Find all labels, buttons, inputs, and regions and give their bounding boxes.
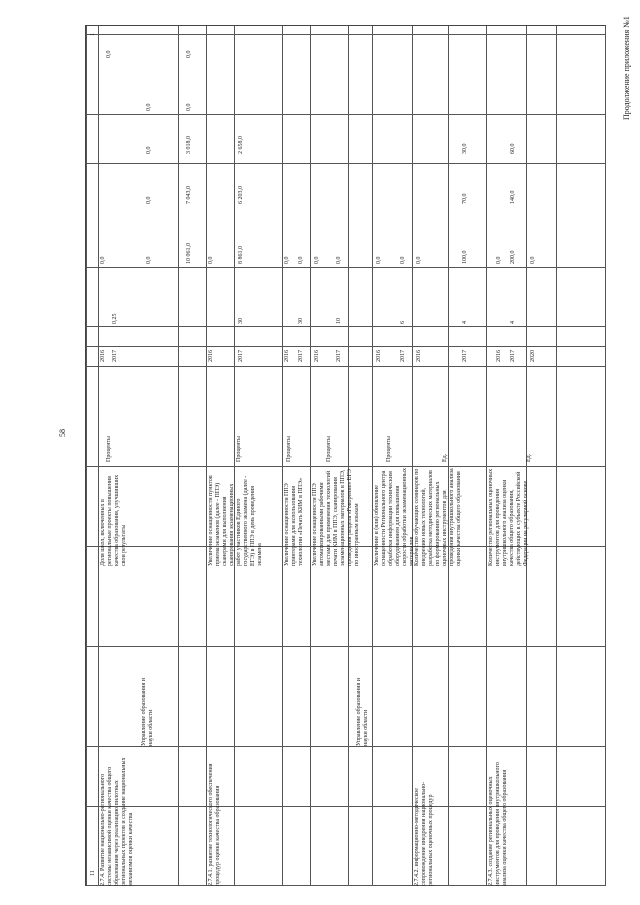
row5-executor: Управление образования и науки области: [356, 678, 369, 746]
row6-v1-7: 0,0: [416, 256, 422, 264]
row4-v1-7: 0,0: [314, 256, 320, 264]
row1-v2-6: 0,25: [112, 313, 118, 324]
row5-v2-7: 0,0: [400, 256, 406, 264]
row4-unit: Проценты: [326, 435, 332, 462]
row3-v2-6: 30: [298, 318, 304, 324]
row3-v1-7: 0,0: [284, 256, 290, 264]
row4-year1: 2016: [314, 350, 320, 362]
row6-v2-7: 100,0: [462, 250, 468, 264]
row7-v2-9: 60,0: [510, 143, 516, 154]
row3-unit: Проценты: [286, 435, 292, 462]
row6-section: 2.7.4.2. информационно-методическое сопровождение внедрения национально-региональных оценочных процедур: [414, 781, 434, 886]
row1-f4: 0,0: [146, 103, 152, 111]
row1-f2: 0,0: [146, 196, 152, 204]
row7-year2: 2017: [510, 350, 516, 362]
row5-year2: 2017: [400, 350, 406, 362]
row7-v2-6: 4: [510, 321, 516, 324]
row2-v2-7: 8 861,0: [238, 246, 244, 264]
row7-indicator: Количество региональных оценочных инструментов для проведения внутришкольного анализа оценки качества общего образования, действующих в субъекте Российской Федерации на регулярной основе: [488, 468, 529, 566]
row1-g5: 0,0: [186, 50, 192, 58]
row6-v2-9: 30,0: [462, 143, 468, 154]
row5-v1-7: 0,0: [376, 256, 382, 264]
row4-year2: 2017: [336, 350, 342, 362]
row3-year2: 2017: [298, 350, 304, 362]
header-col11: 11: [90, 870, 96, 876]
row2-year2: 2017: [238, 350, 244, 362]
row7-v2-8: 140,0: [510, 190, 516, 204]
row6-v2-8: 70,0: [462, 193, 468, 204]
row7-v1-7: 0,0: [496, 256, 502, 264]
row4-v2-7: 0,0: [336, 256, 342, 264]
row1-g1: 10 061,0: [186, 243, 192, 264]
row7-year3: 2020: [530, 350, 536, 362]
row2-v2-8: 6 203,0: [238, 186, 244, 204]
row7-section: 2.7.4.3. создание региональных оценочных инструментов для проведения внутришкольного анализа оценки качества общего образования: [488, 762, 508, 886]
page-number: 58: [58, 429, 67, 437]
row3-indicator: Увеличение оснащенности ППЭ принтерами для использования технологии «Печать КИМ в ППЭ»: [284, 477, 304, 566]
row2-year1: 2016: [208, 350, 214, 362]
row6-year2: 2017: [462, 350, 468, 362]
row1-unit: Проценты: [106, 435, 112, 462]
row1-indicator: Доля школ, включенных в региональные проекты повышения качества образования, улучшивших свои результаты: [100, 474, 127, 566]
row6-year1: 2016: [416, 350, 422, 362]
row1-year2: 2017: [112, 350, 118, 362]
row2-v2-9: 2 658,0: [238, 136, 244, 154]
row3-year1: 2016: [284, 350, 290, 362]
row1-g3: 3 018,0: [186, 136, 192, 154]
row3-v2-7: 0,0: [298, 256, 304, 264]
header-col1: 1: [90, 33, 96, 36]
row6-indicator: Количество обучающих семинаров по внедрению новых технологий, разработка методических материалов по формированию региональных оценочных инструментов для проведения внутришкольного анализа оценки качества общего образования: [414, 468, 462, 566]
row7-unit: Ед.: [526, 453, 532, 462]
appendix-label: Продолжение приложения №1: [622, 16, 631, 120]
row2-unit: Проценты: [236, 435, 242, 462]
row6-unit: Ед.: [442, 453, 448, 462]
row7-year1: 2016: [496, 350, 502, 362]
row7-v3-7: 0,0: [530, 256, 536, 264]
row2-v2-6: 30: [238, 318, 244, 324]
row5-year1: 2016: [376, 350, 382, 362]
row2-indicator: Увеличение оснащенности пунктов приема экзаменов (далее - ППЭ) сканерами для выполнения сканирования экзаменационных работ участников Единого государственного экзамена (далее - ЕГЭ) в ППЭ в день проведения экзамена: [208, 475, 263, 566]
budget-table: [85, 25, 606, 886]
row2-section: 2.7.4.1. развитие технологического обеспечения процедур оценки качества образования: [208, 763, 221, 886]
row1-year1: 2016: [100, 350, 106, 362]
row2-v1-7: 0,0: [208, 256, 214, 264]
row5-v2-6: 6: [400, 321, 406, 324]
row7-v2-7: 200,0: [510, 250, 516, 264]
row1-v1-7: 0,0: [100, 256, 106, 264]
row6-v2-6: 4: [462, 321, 468, 324]
row1-g4: 0,0: [186, 103, 192, 111]
row5-unit: Проценты: [386, 435, 392, 462]
row4-v2-6: 10: [336, 318, 342, 324]
row1-f3: 0,0: [146, 146, 152, 154]
row4-indicator: Увеличение оснащенности ППЭ автоматизированными рабочими местами для применения технологий печати КИМ в ППЭ, сканирования экзаменационных материалов в ППЭ, проведения раздела «Говорение» ЕГЭ по иностранным языкам: [312, 469, 360, 566]
row1-f5: 0,0: [106, 50, 112, 58]
row1-executor: Управление образования и науки области: [141, 678, 154, 746]
row1-f1: 0,0: [146, 256, 152, 264]
row1-g2: 7 043,0: [186, 186, 192, 204]
row5-indicator: Увеличение и (или) обновление оснащенности Регионального центра обработки информации техническим оборудованием для повышения скорости обработки экзаменационных материалов: [374, 467, 415, 566]
row1-section: 2.7.4. Развитие национально-регионального системы независимой оценки качества общего образования через реализацию пилотных региональных проектов и создание национальных механизмов оценки качества: [100, 757, 134, 886]
